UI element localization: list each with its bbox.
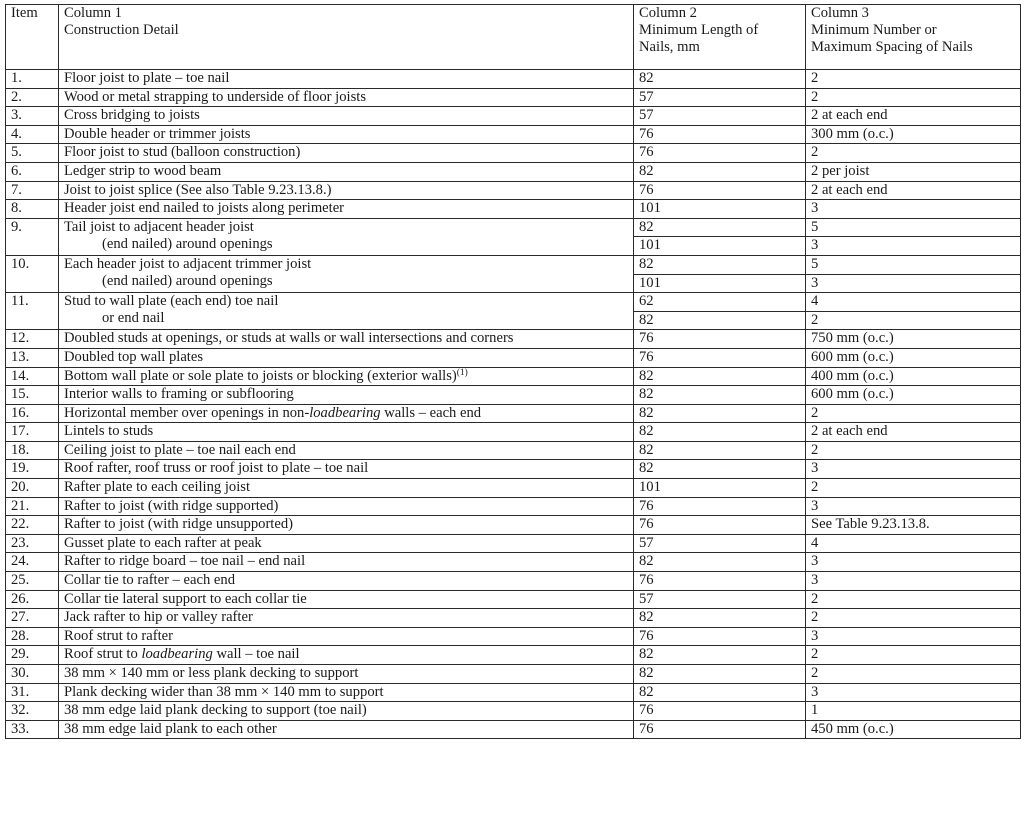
header-item bbox=[6, 5, 59, 70]
item-number: 15. bbox=[6, 386, 59, 405]
nail-length: 57 bbox=[634, 590, 806, 609]
construction-detail bbox=[59, 590, 634, 609]
construction-detail bbox=[59, 460, 634, 479]
table-header-row bbox=[6, 5, 1021, 70]
table-row bbox=[6, 572, 1021, 591]
nail-length: 82 bbox=[634, 386, 806, 405]
header-column-2-line3: Nails, mm bbox=[639, 39, 700, 55]
nail-length: 82 bbox=[634, 683, 806, 702]
item-number: 4. bbox=[6, 125, 59, 144]
detail-text: 38 mm edge laid plank to each other bbox=[64, 720, 277, 737]
construction-detail bbox=[59, 125, 634, 144]
construction-detail bbox=[59, 348, 634, 367]
construction-detail bbox=[59, 627, 634, 646]
construction-detail bbox=[59, 162, 634, 181]
nail-length: 101 bbox=[634, 200, 806, 219]
table-row bbox=[6, 720, 1021, 739]
construction-detail bbox=[59, 144, 634, 163]
construction-detail bbox=[59, 497, 634, 516]
nail-number-spacing: 2 bbox=[806, 88, 1021, 107]
item-number: 19. bbox=[6, 460, 59, 479]
item-number: 9. bbox=[6, 218, 59, 255]
detail-text: Interior walls to framing or subflooring bbox=[64, 386, 294, 403]
detail-text: Header joist end nailed to joists along perimeter bbox=[64, 200, 345, 217]
item-number: 12. bbox=[6, 330, 59, 349]
nail-number-spacing: 3 bbox=[806, 553, 1021, 572]
nail-length: 82 bbox=[634, 646, 806, 665]
table-row bbox=[6, 423, 1021, 442]
nail-number-spacing: 2 at each end bbox=[806, 423, 1021, 442]
nail-length: 76 bbox=[634, 497, 806, 516]
detail-text-continued: (end nailed) around openings bbox=[102, 235, 273, 252]
item-number: 23. bbox=[6, 534, 59, 553]
detail-text: wall – toe nail bbox=[212, 646, 300, 663]
nail-length: 57 bbox=[634, 107, 806, 126]
construction-detail bbox=[59, 665, 634, 684]
item-number: 29. bbox=[6, 646, 59, 665]
item-number: 30. bbox=[6, 665, 59, 684]
item-number: 7. bbox=[6, 181, 59, 200]
nail-number-spacing: 2 bbox=[806, 646, 1021, 665]
item-number: 25. bbox=[6, 572, 59, 591]
construction-detail bbox=[59, 330, 634, 349]
nail-number-spacing: 5 bbox=[806, 218, 1021, 237]
header-column-1 bbox=[59, 5, 634, 70]
item-number: 10. bbox=[6, 255, 59, 292]
nail-length: 82 bbox=[634, 423, 806, 442]
nail-number-spacing: 3 bbox=[806, 497, 1021, 516]
construction-detail bbox=[59, 423, 634, 442]
nail-number-spacing: 2 per joist bbox=[806, 162, 1021, 181]
table-row bbox=[6, 386, 1021, 405]
nail-length: 82 bbox=[634, 441, 806, 460]
detail-text: walls – each end bbox=[380, 404, 482, 421]
item-number: 22. bbox=[6, 516, 59, 535]
detail-text: Ceiling joist to plate – toe nail each end bbox=[64, 441, 296, 458]
detail-text: Bottom wall plate or sole plate to joists or blocking (exterior walls) bbox=[64, 367, 457, 384]
table-row bbox=[6, 125, 1021, 144]
table-row bbox=[6, 534, 1021, 553]
nail-number-spacing: 2 at each end bbox=[806, 181, 1021, 200]
item-number: 17. bbox=[6, 423, 59, 442]
nail-number-spacing: 3 bbox=[806, 274, 1021, 293]
detail-text: Doubled studs at openings, or studs at walls or wall intersections and corners bbox=[64, 330, 514, 347]
construction-detail bbox=[59, 572, 634, 591]
nail-number-spacing: 2 bbox=[806, 665, 1021, 684]
table-row bbox=[6, 367, 1021, 386]
construction-detail bbox=[59, 720, 634, 739]
table-row bbox=[6, 293, 1021, 312]
nail-length: 76 bbox=[634, 144, 806, 163]
table-row bbox=[6, 479, 1021, 498]
nail-length: 76 bbox=[634, 720, 806, 739]
detail-text: Roof rafter, roof truss or roof joist to plate – toe nail bbox=[64, 460, 369, 477]
table-row bbox=[6, 107, 1021, 126]
nail-length: 76 bbox=[634, 181, 806, 200]
detail-text: Roof strut to rafter bbox=[64, 627, 174, 644]
table-row bbox=[6, 702, 1021, 721]
table-row bbox=[6, 609, 1021, 628]
table-body bbox=[6, 70, 1021, 739]
detail-text: Double header or trimmer joists bbox=[64, 125, 251, 142]
construction-detail bbox=[59, 107, 634, 126]
footnote-reference: (1) bbox=[456, 367, 468, 378]
construction-detail bbox=[59, 293, 634, 330]
table-row bbox=[6, 646, 1021, 665]
detail-text-continued: (end nailed) around openings bbox=[102, 272, 273, 289]
item-number: 3. bbox=[6, 107, 59, 126]
table-row bbox=[6, 70, 1021, 89]
item-number: 6. bbox=[6, 162, 59, 181]
detail-text: Rafter to joist (with ridge supported) bbox=[64, 497, 279, 514]
item-number: 20. bbox=[6, 479, 59, 498]
nail-number-spacing: 750 mm (o.c.) bbox=[806, 330, 1021, 349]
detail-text: Floor joist to plate – toe nail bbox=[64, 70, 230, 86]
item-number: 16. bbox=[6, 404, 59, 423]
nail-number-spacing: 300 mm (o.c.) bbox=[806, 125, 1021, 144]
construction-detail bbox=[59, 404, 634, 423]
construction-detail bbox=[59, 516, 634, 535]
construction-detail bbox=[59, 553, 634, 572]
construction-detail bbox=[59, 683, 634, 702]
construction-detail bbox=[59, 218, 634, 255]
detail-text: 38 mm × 140 mm or less plank decking to support bbox=[64, 665, 359, 681]
nail-length: 82 bbox=[634, 162, 806, 181]
header-column-3-line1: Column 3 bbox=[811, 5, 869, 21]
nail-number-spacing: 3 bbox=[806, 572, 1021, 591]
detail-text: Each header joist to adjacent trimmer joist bbox=[64, 255, 312, 272]
item-number: 18. bbox=[6, 441, 59, 460]
item-number: 31. bbox=[6, 683, 59, 702]
detail-text: Doubled top wall plates bbox=[64, 348, 204, 365]
item-number: 1. bbox=[6, 70, 59, 89]
detail-text: Joist to joist splice (See also Table 9.23.13.8.) bbox=[64, 181, 332, 198]
construction-detail bbox=[59, 646, 634, 665]
construction-detail bbox=[59, 534, 634, 553]
item-number: 21. bbox=[6, 497, 59, 516]
table-row bbox=[6, 627, 1021, 646]
table-row bbox=[6, 181, 1021, 200]
table-row bbox=[6, 162, 1021, 181]
detail-text: Jack rafter to hip or valley rafter bbox=[64, 609, 253, 626]
construction-detail bbox=[59, 441, 634, 460]
detail-text: Plank decking wider than 38 mm × 140 mm to support bbox=[64, 683, 384, 700]
table-row bbox=[6, 144, 1021, 163]
nail-length: 76 bbox=[634, 627, 806, 646]
item-number: 11. bbox=[6, 293, 59, 330]
item-number: 33. bbox=[6, 720, 59, 739]
nail-number-spacing: 3 bbox=[806, 460, 1021, 479]
nail-length: 82 bbox=[634, 70, 806, 89]
detail-text: 38 mm edge laid plank decking to support (toe nail) bbox=[64, 702, 367, 719]
nail-number-spacing: 2 bbox=[806, 479, 1021, 498]
table-row bbox=[6, 553, 1021, 572]
detail-text: Rafter to ridge board – toe nail – end nail bbox=[64, 553, 306, 570]
table-row bbox=[6, 665, 1021, 684]
table-row bbox=[6, 497, 1021, 516]
nail-number-spacing: 3 bbox=[806, 237, 1021, 256]
item-number: 27. bbox=[6, 609, 59, 628]
nail-number-spacing: 3 bbox=[806, 200, 1021, 219]
detail-text-continued: or end nail bbox=[102, 310, 165, 327]
item-number: 13. bbox=[6, 348, 59, 367]
nail-length: 82 bbox=[634, 218, 806, 237]
construction-detail bbox=[59, 609, 634, 628]
nail-number-spacing: 2 bbox=[806, 144, 1021, 163]
detail-text: Floor joist to stud (balloon construction) bbox=[64, 144, 301, 161]
nail-length: 101 bbox=[634, 479, 806, 498]
nail-length: 82 bbox=[634, 460, 806, 479]
header-column-1-line2: Construction Detail bbox=[64, 22, 179, 38]
nail-length: 76 bbox=[634, 125, 806, 144]
table-row bbox=[6, 348, 1021, 367]
nail-number-spacing: See Table 9.23.13.8. bbox=[806, 516, 1021, 535]
nail-length: 57 bbox=[634, 534, 806, 553]
table-row bbox=[6, 404, 1021, 423]
item-number: 32. bbox=[6, 702, 59, 721]
item-number: 2. bbox=[6, 88, 59, 107]
nail-number-spacing: 600 mm (o.c.) bbox=[806, 348, 1021, 367]
nail-length: 76 bbox=[634, 330, 806, 349]
nail-number-spacing: 600 mm (o.c.) bbox=[806, 386, 1021, 405]
header-column-3-line2: Minimum Number or bbox=[811, 22, 937, 38]
nail-length: 57 bbox=[634, 88, 806, 107]
construction-detail bbox=[59, 367, 634, 386]
item-number: 28. bbox=[6, 627, 59, 646]
table-row bbox=[6, 255, 1021, 274]
detail-italic-term: loadbearing bbox=[141, 646, 213, 663]
nail-length: 82 bbox=[634, 255, 806, 274]
nail-number-spacing: 4 bbox=[806, 293, 1021, 312]
table-row bbox=[6, 460, 1021, 479]
nail-number-spacing: 2 bbox=[806, 404, 1021, 423]
table-row bbox=[6, 441, 1021, 460]
detail-text: Cross bridging to joists bbox=[64, 107, 200, 124]
nail-length: 82 bbox=[634, 404, 806, 423]
nail-number-spacing: 4 bbox=[806, 534, 1021, 553]
nail-number-spacing: 2 bbox=[806, 70, 1021, 89]
construction-detail bbox=[59, 88, 634, 107]
nail-number-spacing: 3 bbox=[806, 683, 1021, 702]
nail-number-spacing: 2 bbox=[806, 590, 1021, 609]
header-column-2-line1: Column 2 bbox=[639, 5, 697, 21]
table-row bbox=[6, 590, 1021, 609]
detail-text: Wood or metal strapping to underside of floor joists bbox=[64, 88, 367, 105]
header-column-2-line2: Minimum Length of bbox=[639, 22, 759, 38]
detail-text: Horizontal member over openings in non- bbox=[64, 404, 310, 421]
nail-length: 82 bbox=[634, 553, 806, 572]
nail-number-spacing: 450 mm (o.c.) bbox=[806, 720, 1021, 739]
header-column-2 bbox=[634, 5, 806, 70]
nail-length: 101 bbox=[634, 237, 806, 256]
detail-text: Ledger strip to wood beam bbox=[64, 162, 222, 179]
detail-text: Roof strut to bbox=[64, 646, 142, 663]
nailing-table bbox=[5, 4, 1021, 739]
nail-number-spacing: 2 bbox=[806, 441, 1021, 460]
item-number: 24. bbox=[6, 553, 59, 572]
nail-length: 82 bbox=[634, 609, 806, 628]
detail-text: Lintels to studs bbox=[64, 423, 154, 440]
header-column-3 bbox=[806, 5, 1021, 70]
table-row bbox=[6, 683, 1021, 702]
nail-number-spacing: 2 bbox=[806, 311, 1021, 330]
construction-detail bbox=[59, 479, 634, 498]
detail-text: Rafter to joist (with ridge unsupported) bbox=[64, 516, 293, 533]
nail-number-spacing: 3 bbox=[806, 627, 1021, 646]
construction-detail bbox=[59, 70, 634, 89]
table-row bbox=[6, 330, 1021, 349]
nail-number-spacing: 1 bbox=[806, 702, 1021, 721]
table-row bbox=[6, 200, 1021, 219]
nail-number-spacing: 2 at each end bbox=[806, 107, 1021, 126]
item-number: 14. bbox=[6, 367, 59, 386]
table-row bbox=[6, 516, 1021, 535]
detail-text: Gusset plate to each rafter at peak bbox=[64, 534, 262, 551]
detail-text: Collar tie to rafter – each end bbox=[64, 572, 235, 589]
nail-number-spacing: 400 mm (o.c.) bbox=[806, 367, 1021, 386]
detail-italic-term: loadbearing bbox=[309, 404, 381, 421]
header-item-label: Item bbox=[11, 5, 38, 21]
construction-detail bbox=[59, 255, 634, 292]
detail-text: Collar tie lateral support to each collar tie bbox=[64, 590, 307, 607]
nail-length: 62 bbox=[634, 293, 806, 312]
detail-text: Stud to wall plate (each end) toe nail bbox=[64, 293, 279, 310]
nail-length: 82 bbox=[634, 311, 806, 330]
nail-length: 76 bbox=[634, 702, 806, 721]
construction-detail bbox=[59, 200, 634, 219]
nail-length: 76 bbox=[634, 572, 806, 591]
construction-detail bbox=[59, 181, 634, 200]
nail-length: 76 bbox=[634, 516, 806, 535]
header-column-3-line3: Maximum Spacing of Nails bbox=[811, 39, 973, 55]
header-column-1-line1: Column 1 bbox=[64, 5, 122, 21]
construction-detail bbox=[59, 386, 634, 405]
construction-detail bbox=[59, 702, 634, 721]
nail-number-spacing: 5 bbox=[806, 255, 1021, 274]
nail-length: 76 bbox=[634, 348, 806, 367]
item-number: 26. bbox=[6, 590, 59, 609]
table-row bbox=[6, 218, 1021, 237]
item-number: 5. bbox=[6, 144, 59, 163]
nail-length: 82 bbox=[634, 367, 806, 386]
nail-length: 82 bbox=[634, 665, 806, 684]
detail-text: Tail joist to adjacent header joist bbox=[64, 218, 254, 235]
nail-length: 101 bbox=[634, 274, 806, 293]
nail-number-spacing: 2 bbox=[806, 609, 1021, 628]
item-number: 8. bbox=[6, 200, 59, 219]
table-row bbox=[6, 88, 1021, 107]
detail-text: Rafter plate to each ceiling joist bbox=[64, 479, 250, 496]
